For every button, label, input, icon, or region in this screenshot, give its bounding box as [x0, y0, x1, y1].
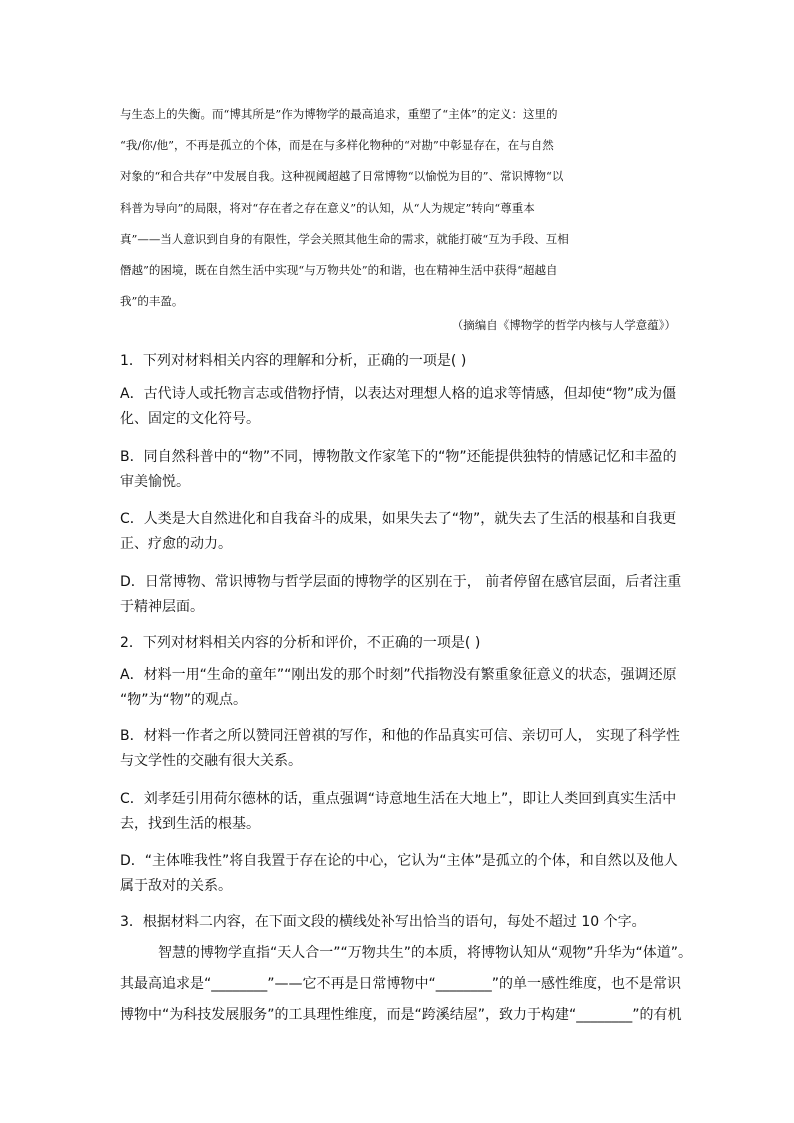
- question-2: [120, 632, 680, 654]
- question-1-option-c: [120, 507, 680, 557]
- question-stem: 2．下列对材料相关内容的分析和评价，不正确的一项是( ): [120, 635, 481, 651]
- question-2-option-c: [120, 787, 680, 837]
- option-line: A．古代诗人或托物言志或借物抒情，以表达对理想人格的追求等情感，但却使“物”成为僵: [120, 386, 677, 402]
- option-line: 与文学性的交融有很大关系。: [120, 753, 302, 769]
- passage-line: “我/你/他”，不再是孤立的个体，而是在与多样化物种的“对勘”中彰显存在，在与自然: [120, 138, 554, 153]
- passage-line: 僭越”的困境，既在自然生活中实现“与万物共处”的和谐，也在精神生活中获得“超越自: [120, 263, 558, 278]
- option-line: C．人类是大自然进化和自我奋斗的成果，如果失去了“物”，就失去了生活的根基和自我更: [120, 511, 677, 527]
- question-2-option-b: [120, 724, 680, 774]
- passage-line: 科普为导向”的局限，将对“存在者之存在意义”的认知，从“人为规定”转向“尊重本: [120, 200, 535, 215]
- question-3-body: [120, 938, 693, 1031]
- option-line: D．“主体唯我性”将自我置于存在论的中心，它认为“主体”是孤立的个体，和自然以及他人: [120, 853, 678, 869]
- option-line: B．同自然科普中的“物”不同，博物散文作家笔下的“物”还能提供独特的情感记忆和丰盈的: [120, 449, 677, 465]
- passage-line: 与生态上的失衡。而“博其所是”作为博物学的最高追求，重塑了“主体”的定义：这里的: [120, 107, 558, 121]
- option-line: A．材料一用“生命的童年”“刚出发的那个时刻”代指物没有繁重象征意义的状态，强调还原: [120, 667, 677, 683]
- option-line: 去，找到生活的根基。: [120, 816, 260, 832]
- passage-line: 真”——当人意识到自身的有限性，学会关照其他生命的需求，就能打破“互为手段、互相: [120, 231, 569, 246]
- question-1-option-b: [120, 445, 680, 495]
- option-line: C．刘孝廷引用荷尔德林的话，重点强调“诗意地生活在大地上”，即让人类回到真实生活中: [120, 791, 677, 807]
- question-stem: 1．下列对材料相关内容的理解和分析，正确的一项是( ): [120, 353, 467, 369]
- passage-line: 我”的丰盈。: [120, 294, 184, 309]
- option-line: 正、疗愈的动力。: [120, 536, 232, 552]
- question-1-option-d: [120, 570, 680, 620]
- option-line: D．日常博物、常识博物与哲学层面的博物学的区别在于， 前者停留在感官层面，后者注重: [120, 574, 682, 590]
- passage-text: [120, 99, 680, 317]
- option-line: 审美愉悦。: [120, 474, 190, 490]
- question-1-option-a: [120, 382, 680, 432]
- option-line: “物”为“物”的观点。: [120, 692, 248, 708]
- question-stem: 3．根据材料二内容，在下面文段的横线处补写出恰当的语句，每处不超过 10 个字。: [120, 914, 646, 930]
- question-3: [120, 911, 680, 933]
- body-line: 智慧的博物学直指“天人合一”“万物共生”的本质，将博物认知从“观物”升华为“体道”。: [158, 945, 693, 961]
- passage-line: 对象的“和合共存”中发展自我。这种视阈超越了日常博物“以愉悦为目的”、常识博物“以: [120, 169, 564, 184]
- option-line: 属于敌对的关系。: [120, 878, 232, 894]
- body-line: 博物中“为科技发展服务”的工具理性维度，而是“跨溪结屋”，致力于构建“________”的有机: [120, 1007, 682, 1023]
- option-line: 化、固定的文化符号。: [120, 411, 260, 427]
- body-line: 其最高追求是“________”——它不再是日常博物中“________”的单一感性维度，也不是常识: [120, 976, 682, 992]
- question-1: [120, 350, 680, 372]
- option-line: 于精神层面。: [120, 599, 204, 615]
- question-2-option-a: [120, 663, 680, 713]
- passage-source: （摘编自《博物学的哲学内核与人学意蕴》）: [451, 318, 676, 332]
- option-line: B．材料一作者之所以赞同汪曾祺的写作，和他的作品真实可信、亲切可人， 实现了科学性: [120, 728, 681, 744]
- question-2-option-d: [120, 849, 680, 899]
